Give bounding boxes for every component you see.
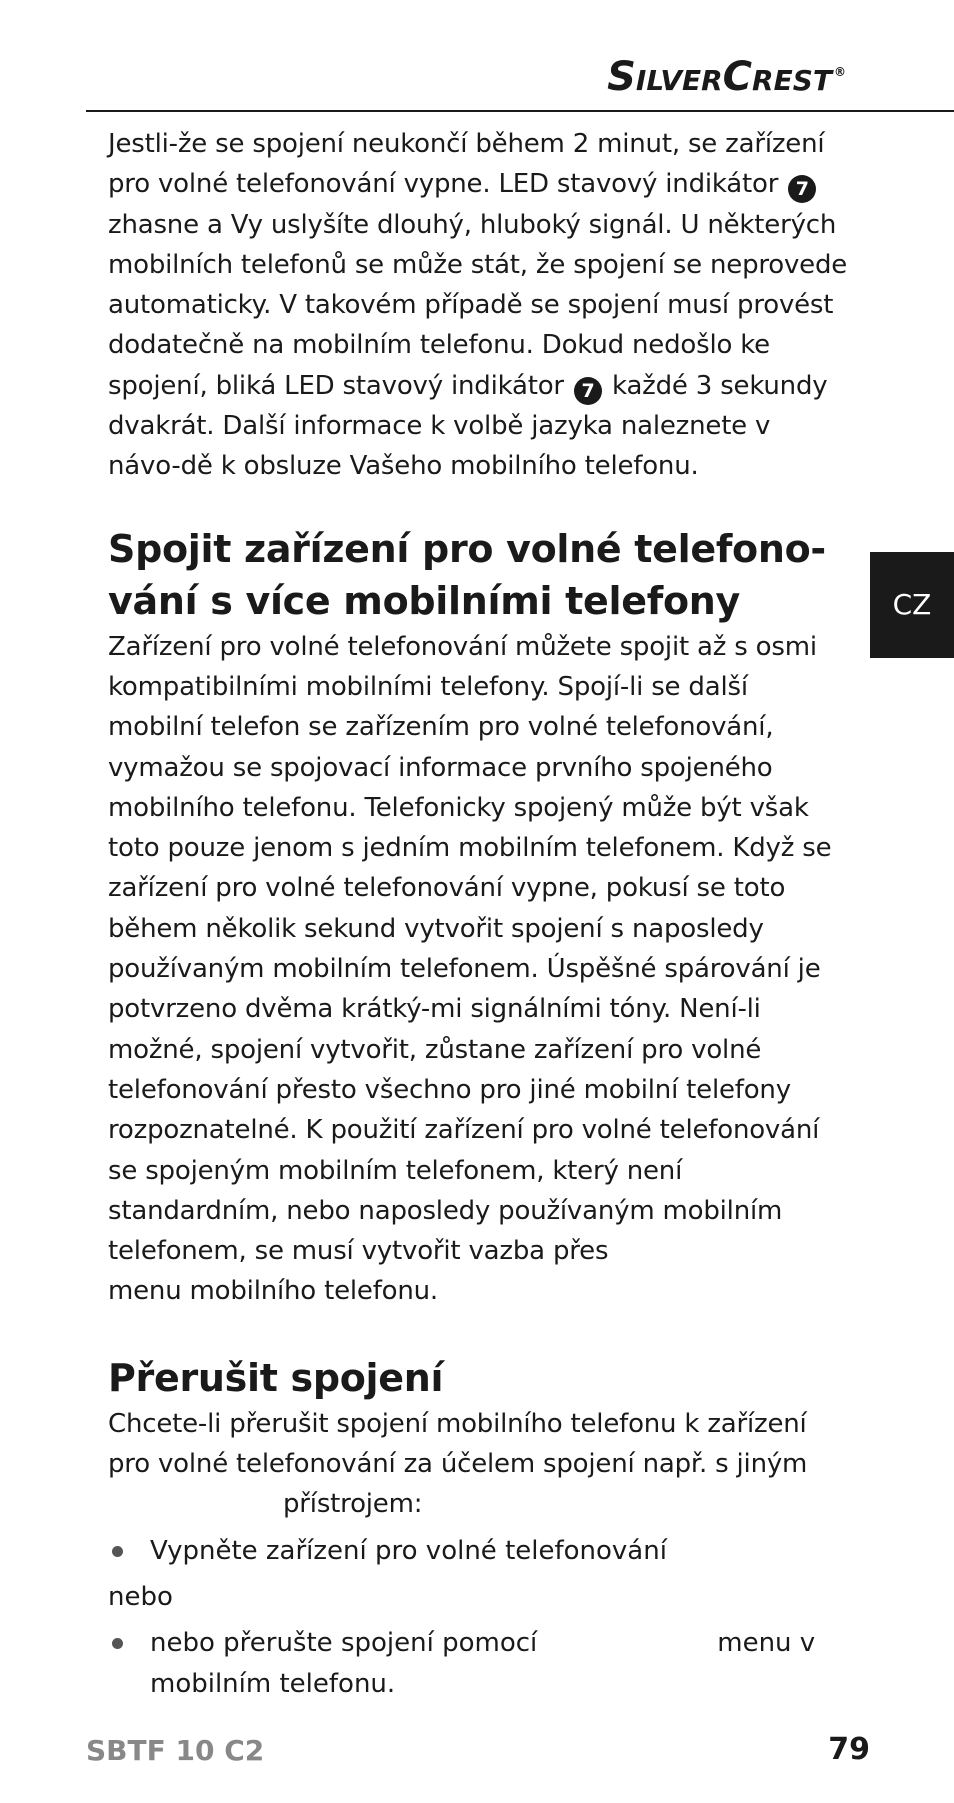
brand-name: SilverCrest (607, 54, 832, 100)
list-item-text: Vypněte zařízení pro volné telefonování (150, 1535, 667, 1566)
separator-text: nebo (108, 1581, 173, 1612)
bullet-icon (112, 1546, 123, 1557)
paragraph-multiple-phones (108, 627, 848, 1312)
header-rule (86, 110, 954, 112)
language-tab (870, 552, 954, 658)
paragraph-disconnect (108, 1404, 848, 1525)
page-content (108, 124, 848, 1704)
heading-disconnect: Přerušit spojení (108, 1355, 444, 1400)
language-tab-label: CZ (892, 588, 932, 621)
registered-mark: ® (834, 64, 846, 79)
paragraph-text: Jestli-že se spojení neukončí během 2 minut, se zařízení pro volné telefonování vypne. LED stavový indikátor (108, 129, 825, 200)
page-number: 79 (828, 1732, 870, 1767)
paragraph-text: Zařízení pro volné telefonování můžete spojit až s osmi kompatibilními mobilními telefony. Spojí-li se další mobilní telefon se zařízením pro volné telefonování, vymažou se spojovací informace prvního spojeného mobilního telefonu. Telefonicky spojený může být však toto pouze jenom s jedním mobilním telefonem. Když se zařízení pro volné telefonování vypne, pokusí se toto během několik sekund vytvořit spojení s naposledy používaným mobilním telefonem. Úspěšné spárování je potvrzeno dvěma krátký-mi signálními tóny. Není-li možné, spojení vytvořit, zůstane zařízení pro volné telefonování přesto všechno pro jiné mobilní telefony rozpoznatelné. K použití zařízení pro volné telefonování se spojeným mobilním telefonem, který není standardním, nebo naposledy používaným mobilním telefonem, se musí vytvořit vazba přes (108, 631, 832, 1267)
led-indicator-reference-badge: 7 (574, 377, 602, 405)
paragraph-connection-timeout (108, 124, 848, 487)
list-item (108, 1623, 848, 1704)
disconnect-options-list (108, 1623, 848, 1704)
paragraph-text: menu mobilního telefonu. (108, 1276, 438, 1307)
paragraph-text: každé 3 sekundy dvakrát. Další informace k volbě jazyka naleznete v návo-dě k obsluze Vašeho mobilního telefonu. (108, 370, 828, 482)
list-item (108, 1531, 848, 1571)
paragraph-text: zhasne a Vy uslyšíte dlouhý, hluboký signál. U některých mobilních telefonů se může stát, že spojení se neprovede automaticky. V takovém případě se spojení musí provést dodatečně na mobilním telefonu. Dokud nedošlo ke spojení, bliká LED stavový indikátor (108, 209, 848, 401)
paragraph-text: přístrojem: (283, 1489, 423, 1520)
led-indicator-reference-badge: 7 (788, 175, 816, 203)
disconnect-options-list (108, 1531, 848, 1571)
paragraph-text: Chcete-li přerušit spojení mobilního telefonu k zařízení pro volné telefonování za účelem spojení např. s jiným (108, 1408, 808, 1480)
brand-logo (607, 54, 846, 100)
heading-multiple-phones: Spojit zařízení pro volné telefono-vání s více mobilními telefony (108, 526, 826, 623)
footer-model: SBTF 10 C2 (86, 1734, 265, 1767)
list-item-text: menu v mobilním telefonu. (150, 1628, 816, 1699)
list-item-text: nebo přerušte spojení pomocí (150, 1628, 538, 1659)
bullet-icon (112, 1638, 123, 1649)
